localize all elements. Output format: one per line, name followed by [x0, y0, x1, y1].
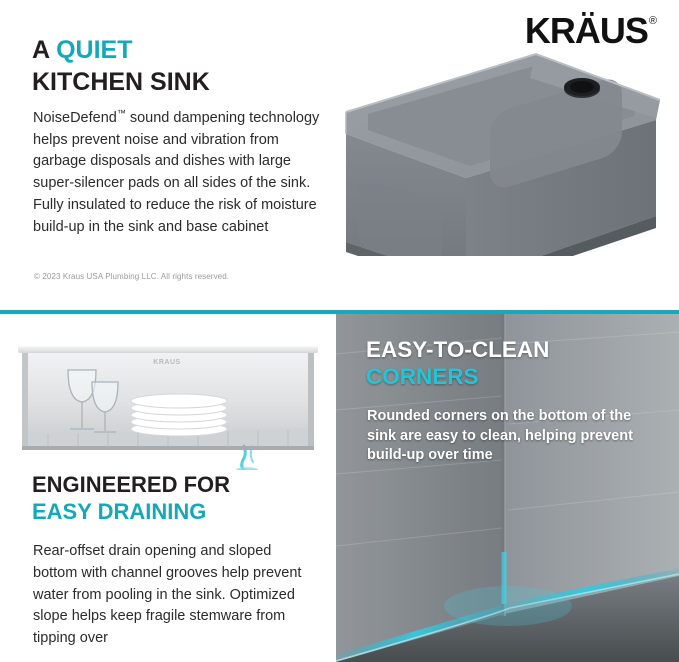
top-heading-line2: KITCHEN SINK [32, 68, 210, 96]
top-body-text: NoiseDefend™ sound dampening technology helps prevent noise and vibration from garbage disposals and dishes with large super-silencer pads on all sides of the sink. Fully insulated to reduce the risk of moisture build-up in the sink and base cabinet [33, 108, 320, 235]
sink-with-dishes-and-stemware-image [8, 330, 326, 470]
vertical-divider [333, 314, 336, 662]
page-title [32, 34, 332, 98]
bottom-left-body-text: Rear-offset drain opening and sloped bottom with channel grooves help prevent water from pooling in the sink. Optimized slope helps keep fragile stemware from tipping over [33, 543, 302, 646]
registered-mark: ® [648, 15, 656, 27]
bottom-left-heading [32, 472, 322, 526]
bottom-right-heading-line2: CORNERS [366, 364, 479, 389]
sink-with-sound-dampening-pads-image [338, 46, 668, 256]
brand-name: KRÄUS [524, 10, 648, 51]
bottom-right-body-text: Rounded corners on the bottom of the sink are easy to clean, helping prevent build-up over time [367, 408, 633, 464]
top-heading-line1-plain: A [32, 36, 57, 64]
bottom-left-heading-line2: EASY DRAINING [32, 498, 207, 524]
top-heading-line1-accent: QUIET [56, 36, 133, 64]
svg-text:KRAUS: KRAUS [153, 359, 181, 366]
top-heading [32, 34, 332, 98]
bottom-right-heading-line1: EASY-TO-CLEAN [366, 337, 550, 362]
copyright-notice: © 2023 Kraus USA Plumbing LLC. All rights reserved. [34, 272, 230, 281]
panel-easy-draining [0, 314, 333, 662]
bottom-left-heading-line1: ENGINEERED FOR [32, 472, 231, 497]
panel-easy-to-clean-corners [336, 314, 679, 662]
panel-quiet-kitchen-sink [0, 0, 679, 312]
bottom-right-heading [366, 336, 666, 390]
